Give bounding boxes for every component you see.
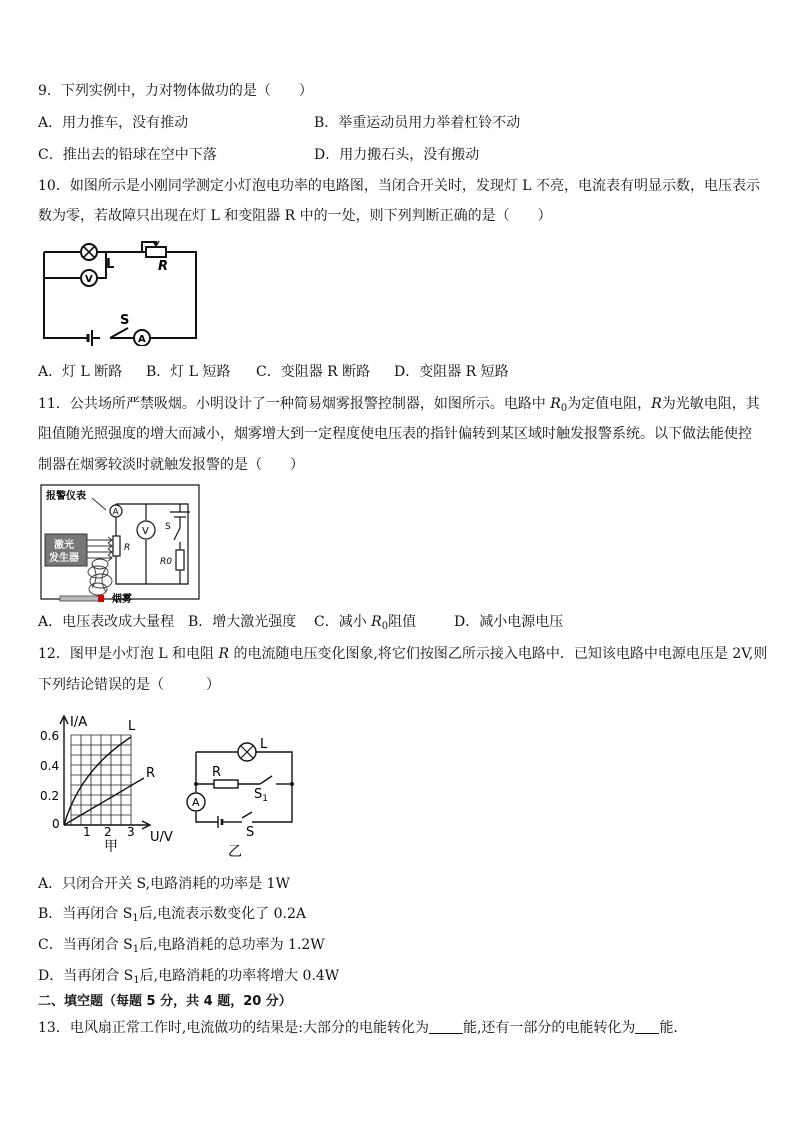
q12-circuit-label-s: S: [246, 825, 255, 840]
q11-fig-label-laser-2: 发生器: [49, 553, 79, 564]
q10-option-b: B．灯 L 短路: [146, 364, 231, 380]
q12-option-d-text-b: 后,电路消耗的功率将增大 0.4W: [139, 968, 340, 984]
q10-fig-label-v: V: [85, 274, 93, 285]
q9-option-b: B．举重运动员用力举着杠铃不动: [314, 115, 521, 131]
q12-stem-line2: 下列结论错误的是（ ）: [38, 677, 220, 693]
q12-option-b-text-a: B．当再闭合 S: [38, 906, 133, 922]
q11-stem-line1: [38, 394, 760, 419]
q13-blank-1[interactable]: [429, 1019, 463, 1034]
q9-stem: 9．下列实例中，力对物体做功的是（ ）: [38, 83, 313, 99]
q12-graph-ytick-0: 0: [52, 817, 60, 831]
q11-option-c-text-a: C．减小: [314, 614, 372, 630]
q11-fig-label-a: A: [112, 507, 119, 518]
q9-option-c: C．推出去的铅球在空中下落: [38, 147, 217, 163]
q12-option-c-text-b: 后,电路消耗的总功率为 1.2W: [139, 937, 325, 953]
q9-option-d: D．用力搬石头，没有搬动: [314, 147, 480, 163]
q13-text-c: 能.: [659, 1020, 678, 1036]
q10-stem-line2: 数为零，若故障只出现在灯 L 和变阻器 R 中的一处，则下列判断正确的是（ ）: [38, 208, 552, 224]
q12-stem-line1: [38, 644, 767, 664]
q12-stem-text-b: 的电流随电压变化图象,将它们按图乙所示接入电路中．已知该电路中电源电压是 2V,则: [229, 646, 768, 662]
q12-graph-xlabel: U/V: [150, 830, 173, 845]
q12-graph-caption: 甲: [104, 839, 118, 855]
q11-stem-line2: 阻值随光照强度的增大而减小，烟雾增大到一定程度使电压表的指针偏转到某区域时触发报警系统。以下做法能使控: [38, 426, 752, 442]
q10-fig-label-r: R: [158, 259, 169, 274]
q11-fig-label-r0: R0: [160, 557, 172, 567]
q12-circuit-diagram: [184, 732, 304, 862]
q10-option-d: D．变阻器 R 短路: [394, 364, 509, 380]
q11-fig-label-laser-1: 激光: [54, 540, 74, 551]
q13-question: [38, 1018, 678, 1038]
q12-graph-ytick-04: 0.4: [40, 759, 60, 773]
q12-graph-ytick-06: 0.6: [40, 729, 60, 743]
q12-graph-curve-l-label: L: [128, 719, 136, 734]
q11-option-d: D．减小电源电压: [454, 614, 564, 630]
q13-text-a: 13．电风扇正常工作时,电流做功的结果是:大部分的电能转化为: [38, 1020, 429, 1036]
q10-fig-label-s: S: [120, 313, 130, 328]
section-title-fill-in-blank: 二、填空题（每题 5 分，共 4 题，20 分）: [38, 994, 292, 1009]
q10-stem-line1: 10．如图所示是小刚同学测定小灯泡电功率的电路图，当闭合开关时，发现灯 L 不亮，电流表有明显示数，电压表示: [38, 178, 761, 194]
q11-stem-text-a: 11．公共场所严禁吸烟。小明设计了一种简易烟雾报警控制器，如图所示。电路中: [38, 396, 551, 412]
q11-fig-label-r: R: [124, 543, 131, 553]
q12-circuit-label-r: R: [212, 765, 222, 780]
q11-option-a: A．电压表改成大量程: [38, 614, 175, 630]
q12-option-d-sub: 1: [133, 975, 140, 986]
q10-fig-label-l: L: [106, 257, 115, 272]
q11-option-c-sub: 0: [381, 621, 389, 632]
q9-option-a: A．用力推车，没有推动: [38, 115, 189, 131]
q10-option-a: A．灯 L 断路: [38, 364, 123, 380]
q12-option-c-text-a: C．当再闭合 S: [38, 937, 133, 953]
q12-option-d-text-a: D．当再闭合 S: [38, 968, 134, 984]
q12-circuit-label-a: A: [192, 796, 200, 809]
q13-text-b: 能,还有一部分的电能转化为: [462, 1020, 636, 1036]
q12-iv-graph: [40, 710, 180, 858]
q10-fig-label-a: A: [138, 334, 146, 345]
q12-option-b-sub: 1: [132, 913, 139, 924]
q12-circuit-label-s1-sub: 1: [262, 794, 268, 804]
q11-r0-subscript: 0: [560, 403, 568, 414]
q12-option-c-sub: 1: [132, 944, 140, 955]
q11-r0-symbol: R: [550, 396, 561, 412]
q11-stem-text-b: 为定值电阻，: [567, 396, 652, 412]
q12-circuit-label-l: L: [260, 737, 268, 752]
q11-smoke-alarm-diagram: [40, 484, 200, 608]
q12-stem-text-a: 12．图甲是小灯泡 L 和电阻: [38, 646, 219, 662]
q10-option-c: C．变阻器 R 断路: [256, 364, 371, 380]
q12-circuit-label-s1-main: S: [254, 787, 263, 802]
q11-stem-text-c: 为光敏电阻，其: [661, 396, 760, 412]
q11-option-c: [314, 612, 416, 637]
q12-graph-xtick-1: 1: [83, 825, 91, 839]
q12-graph-xtick-3: 3: [127, 825, 135, 839]
q12-option-d: [38, 966, 339, 991]
q12-circuit-caption: 乙: [228, 844, 242, 860]
q11-fig-label-alarm: 报警仪表: [46, 491, 86, 502]
q12-stem-r: R: [218, 646, 230, 662]
q12-option-b: [38, 904, 306, 929]
q13-blank-2[interactable]: [635, 1019, 659, 1034]
q11-stem-line3: 制器在烟雾较淡时就触发报警的是（ ）: [38, 457, 304, 473]
q12-graph-curve-r-label: R: [146, 766, 156, 781]
q12-option-a: A．只闭合开关 S,电路消耗的功率是 1W: [38, 876, 290, 892]
q11-option-c-r: R: [371, 614, 382, 630]
q11-option-b: B．增大激光强度: [188, 614, 297, 630]
q12-circuit-label-s1: [254, 787, 268, 804]
q12-graph-xtick-2: 2: [104, 825, 112, 839]
q12-option-b-text-b: 后,电流表示数变化了 0.2A: [138, 906, 306, 922]
q12-graph-ylabel: I/A: [70, 715, 88, 730]
q11-option-c-text-b: 阻值: [388, 614, 417, 630]
q11-fig-label-smoke: 烟雾: [112, 594, 132, 605]
q11-fig-label-s: S: [165, 522, 171, 532]
q11-fig-label-v: V: [142, 526, 149, 537]
q12-option-c: [38, 935, 325, 960]
q12-graph-ytick-02: 0.2: [40, 789, 60, 803]
q10-circuit-diagram: [40, 236, 205, 346]
q11-r-symbol: R: [651, 396, 662, 412]
